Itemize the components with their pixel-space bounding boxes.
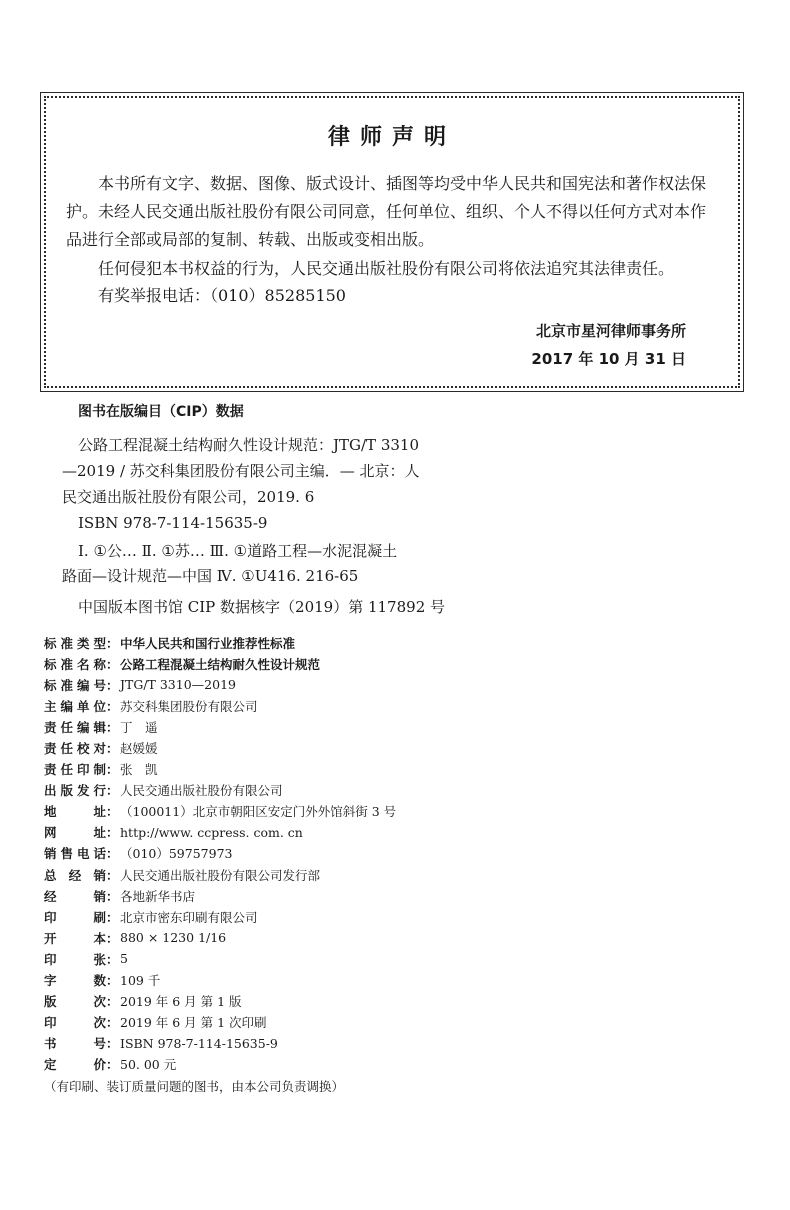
imprint-row [44, 1012, 744, 1033]
imprint-value: http://www. ccpress. com. cn [120, 824, 303, 840]
imprint-label: 标准编号 [44, 677, 106, 693]
imprint-label: 印刷 [44, 909, 106, 925]
imprint-value: 苏交科集团股份有限公司 [120, 698, 258, 714]
imprint-label: 印张 [44, 951, 106, 967]
imprint-label: 责任编辑 [44, 719, 106, 735]
imprint-row [44, 843, 744, 864]
cip-record-number: 中国版本图书馆 CIP 数据核字（2019）第 117892 号 [78, 598, 446, 616]
imprint-value: 中华人民共和国行业推荐性标准 [120, 635, 296, 651]
imprint-row [44, 927, 744, 948]
imprint-value: 5 [120, 951, 128, 967]
imprint-label: 标准名称 [44, 656, 106, 672]
imprint-value: ISBN 978-7-114-15635-9 [120, 1035, 278, 1051]
imprint-value: 各地新华书店 [120, 888, 196, 904]
imprint-value: 880 × 1230 1/16 [120, 930, 227, 946]
cip-line: Ⅰ. ①公… Ⅱ. ①苏… Ⅲ. ①道路工程—水泥混凝土 [78, 542, 398, 560]
imprint-colon: ： [106, 677, 119, 693]
imprint-row [44, 716, 744, 737]
imprint-colon: ： [106, 994, 119, 1010]
imprint-colon: ： [106, 846, 119, 862]
imprint-row [44, 653, 744, 674]
imprint-label: 销售电话 [44, 846, 106, 862]
imprint-row [44, 948, 744, 969]
imprint-value: 北京市密东印刷有限公司 [120, 909, 258, 925]
imprint-colon: ： [106, 719, 119, 735]
imprint-label: 地址 [44, 804, 106, 820]
cip-line: 路面—设计规范—中国 Ⅳ. ①U416. 216-65 [62, 567, 359, 585]
imprint-value: 人民交通出版社股份有限公司发行部 [120, 867, 321, 883]
imprint-colon: ： [106, 909, 119, 925]
declaration-paragraph: 本书所有文字、数据、图像、版式设计、插图等均受中华人民共和国宪法和著作权法保护。未经人民交通出版社股份有限公司同意，任何单位、组织、个人不得以任何方式对本作品进行全部或局部的复制、转载、出版或变相出版。 [66, 174, 707, 249]
imprint-value: 公路工程混凝土结构耐久性设计规范 [120, 656, 321, 672]
imprint-row [44, 822, 744, 843]
imprint-label: 字数 [44, 973, 106, 989]
imprint-colon: ： [106, 656, 119, 672]
imprint-value: （010）59757973 [120, 846, 233, 862]
imprint-row [44, 801, 744, 822]
imprint-colon: ： [106, 1057, 119, 1073]
imprint-row [44, 780, 744, 801]
imprint-label: 印次 [44, 1015, 106, 1031]
imprint-colon: ： [106, 1015, 119, 1031]
imprint-row [44, 695, 744, 716]
imprint-label: 总经销 [44, 867, 106, 883]
imprint-colon: ： [106, 1036, 119, 1052]
imprint-value: 109 千 [120, 973, 161, 989]
lawyer-declaration-box [44, 96, 740, 388]
imprint-label: 主编单位 [44, 698, 106, 714]
quality-note: （有印刷、装订质量问题的图书，由本公司负责调换） [44, 1078, 345, 1094]
imprint-label: 标准类型 [44, 635, 106, 651]
cip-line: 公路工程混凝土结构耐久性设计规范：JTG/T 3310 [78, 436, 420, 454]
imprint-colon: ： [106, 741, 119, 757]
imprint-label: 网址 [44, 825, 106, 841]
imprint-colon: ： [106, 783, 119, 799]
imprint-row [44, 674, 744, 695]
law-firm-name: 北京市星河律师事务所 [535, 322, 686, 340]
imprint-colon: ： [106, 804, 119, 820]
imprint-value: 2019 年 6 月 第 1 版 [120, 994, 242, 1010]
imprint-label: 定价 [44, 1057, 106, 1073]
imprint-colon: ： [106, 951, 119, 967]
imprint-value: JTG/T 3310—2019 [120, 677, 236, 693]
imprint-value: 人民交通出版社股份有限公司 [120, 783, 283, 799]
imprint-table [44, 632, 744, 1095]
report-hotline: 有奖举报电话：（010）85285150 [98, 286, 346, 305]
imprint-colon: ： [106, 888, 119, 904]
imprint-row [44, 906, 744, 927]
imprint-row [44, 864, 744, 885]
imprint-label: 版次 [44, 994, 106, 1010]
imprint-colon: ： [106, 762, 119, 778]
imprint-label: 责任印制 [44, 762, 106, 778]
imprint-row [44, 885, 744, 906]
imprint-colon: ： [106, 698, 119, 714]
imprint-row [44, 970, 744, 991]
imprint-row [44, 632, 744, 653]
imprint-label: 出版发行 [44, 783, 106, 799]
cip-heading: 图书在版编目（CIP）数据 [78, 404, 244, 420]
imprint-colon: ： [106, 930, 119, 946]
cip-isbn: ISBN 978-7-114-15635-9 [78, 514, 268, 532]
imprint-row [44, 1054, 744, 1075]
imprint-colon: ： [106, 973, 119, 989]
declaration-date: 2017 年 10 月 31 日 [531, 350, 686, 368]
imprint-value: 2019 年 6 月 第 1 次印刷 [120, 1015, 267, 1031]
imprint-row [44, 1033, 744, 1054]
imprint-colon: ： [106, 825, 119, 841]
imprint-value: （100011）北京市朝阳区安定门外外馆斜街 3 号 [120, 804, 397, 820]
cip-line: —2019 / 苏交科集团股份有限公司主编．— 北京：人 [62, 462, 420, 480]
imprint-label: 责任校对 [44, 741, 106, 757]
imprint-value: 赵媛媛 [120, 741, 158, 757]
imprint-value: 张 凯 [120, 762, 158, 778]
imprint-value: 丁 遥 [120, 719, 158, 735]
imprint-colon: ： [106, 635, 119, 651]
imprint-row [44, 737, 744, 758]
imprint-row [44, 759, 744, 780]
declaration-title: 律师声明 [327, 125, 456, 150]
imprint-label: 开本 [44, 930, 106, 946]
imprint-value: 50. 00 元 [120, 1057, 177, 1073]
cip-line: 民交通出版社股份有限公司，2019. 6 [62, 488, 315, 506]
imprint-label: 经销 [44, 888, 106, 904]
imprint-row [44, 991, 744, 1012]
imprint-colon: ： [106, 867, 119, 883]
declaration-paragraph: 任何侵犯本书权益的行为，人民交通出版社股份有限公司将依法追究其法律责任。 [98, 259, 675, 278]
imprint-label: 书号 [44, 1036, 106, 1052]
